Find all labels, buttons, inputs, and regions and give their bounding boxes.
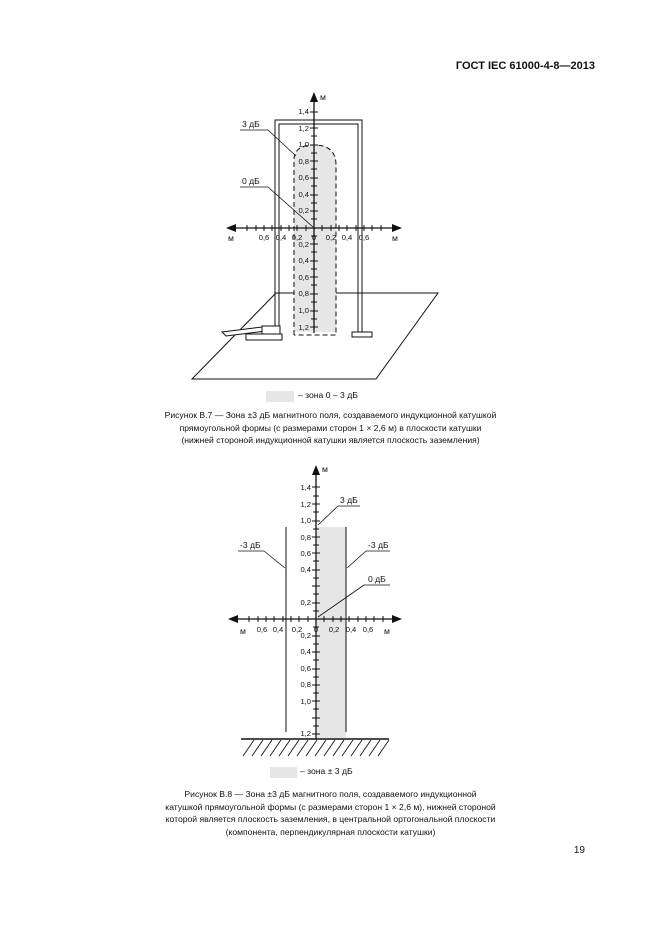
label-minus3db-left: -3 дБ — [240, 540, 261, 550]
h-tick-label-b8: 0,4 — [272, 625, 284, 634]
v-tick-label-b8: 0,4 — [300, 647, 311, 656]
v-tick-label: 0,6 — [298, 173, 309, 182]
caption-b7-line: прямоугольной формы (с размерами сторон 1 × 2,6 м) в плоскости катушки — [179, 422, 482, 433]
h-tick-label-b8: 0,6 — [256, 625, 268, 634]
v-tick-label: 1,4 — [298, 107, 309, 116]
label-3db: 3 дБ — [242, 119, 260, 129]
h-tick-label: 0,6 — [358, 233, 370, 242]
v-tick-label: 1,0 — [298, 140, 309, 149]
horizontal-axis-unit-right-b8: м — [384, 626, 390, 636]
v-tick-label-b8: 1,4 — [300, 483, 311, 492]
document-header: ГОСТ IEC 61000-4-8—2013 — [455, 60, 595, 72]
caption-b8-line: катушкой прямоугольной формы (с размерами сторон 1 × 2,6 м), нижней стороной — [165, 801, 496, 812]
v-tick-label-b8: 1,2 — [300, 500, 311, 509]
label-minus3db-right: -3 дБ — [368, 540, 389, 550]
page-number: 19 — [573, 845, 585, 856]
h-tick-label: 0,4 — [341, 233, 353, 242]
legend-b7: – зона 0 – 3 дБ — [298, 390, 358, 400]
v-tick-label: 0,8 — [298, 289, 309, 298]
legend-b8: – зона ± 3 дБ — [300, 766, 353, 776]
v-tick-label-b8: 0,4 — [300, 565, 311, 574]
label-0db: 0 дБ — [242, 176, 260, 186]
leader-minus3db-left — [264, 551, 285, 568]
vertical-axis-unit: м — [320, 92, 326, 102]
v-tick-label-b8: 0,8 — [300, 680, 311, 689]
h-tick-label-b8: 0,2 — [328, 625, 340, 634]
caption-b8-line: Рисунок В.8 — Зона ±3 дБ магнитного поля, создаваемого индукционной — [184, 789, 477, 799]
vertical-axis-unit-b8: м — [322, 464, 328, 474]
caption-b8-line: которой является плоскость заземления, в центральной ортогональной плоскости — [165, 814, 496, 824]
h-tick-label: 0,4 — [275, 233, 287, 242]
h-tick-label-b8: 0,2 — [291, 625, 303, 634]
h-tick-label-b8: 0,4 — [345, 625, 357, 634]
h-tick-label: 0 — [311, 233, 317, 242]
leader-3db-b8 — [318, 506, 338, 525]
v-tick-label: 0,4 — [298, 190, 309, 199]
h-tick-label: 0,6 — [258, 233, 270, 242]
label-0db-b8: 0 дБ — [368, 574, 386, 584]
caption-b8 — [60, 788, 601, 838]
horizontal-axis-arrow-left-b8 — [228, 615, 238, 623]
v-tick-label-b8: 1,0 — [300, 516, 311, 525]
horizontal-axis-unit-left: м — [228, 233, 234, 243]
v-tick-label-b8: 0,2 — [300, 598, 311, 607]
h-tick-label: 0,2 — [325, 233, 337, 242]
v-tick-label-b8: 1,0 — [300, 697, 311, 706]
v-tick-label: 1,0 — [298, 306, 309, 315]
v-tick-label-b8: 0,8 — [300, 533, 311, 542]
h-tick-label-b8: 0 — [313, 625, 319, 634]
legend-swatch-b8 — [270, 767, 297, 778]
v-tick-label-b8: 0,2 — [300, 631, 311, 640]
horizontal-axis-unit-left-b8: м — [240, 626, 246, 636]
caption-b7-line: (нижней стороной индукционной катушки является плоскость заземления) — [181, 435, 480, 445]
v-tick-label: 0,2 — [298, 206, 309, 215]
h-tick-label-b8: 0,6 — [362, 625, 374, 634]
v-tick-label: 0,2 — [298, 240, 309, 249]
v-tick-label: 0,8 — [298, 157, 309, 166]
v-tick-label: 0,4 — [298, 256, 309, 265]
v-tick-label: 0,6 — [298, 273, 309, 282]
horizontal-axis-unit-right: м — [392, 233, 398, 243]
caption-b8-line: (компонента, перпендикулярная плоскости катушки) — [225, 826, 436, 837]
vertical-axis-arrow-b8 — [312, 465, 320, 475]
v-tick-label: 1,2 — [298, 124, 309, 133]
label-3db-b8: 3 дБ — [340, 495, 358, 505]
horizontal-axis-arrow-right-b8 — [392, 615, 402, 623]
h-tick-label: 0,2 — [291, 233, 303, 242]
v-tick-label-b8: 0,6 — [300, 664, 311, 673]
v-tick-label-b8: 1,2 — [300, 729, 311, 738]
ground-hatch — [243, 740, 389, 756]
v-tick-label-b8: 0,6 — [300, 549, 311, 558]
caption-b7-line: Рисунок В.7 — Зона ±3 дБ магнитного поля, создаваемого индукционной катушкой — [164, 410, 497, 420]
v-tick-label: 1,2 — [298, 323, 309, 332]
leader-minus3db-right — [347, 551, 366, 568]
